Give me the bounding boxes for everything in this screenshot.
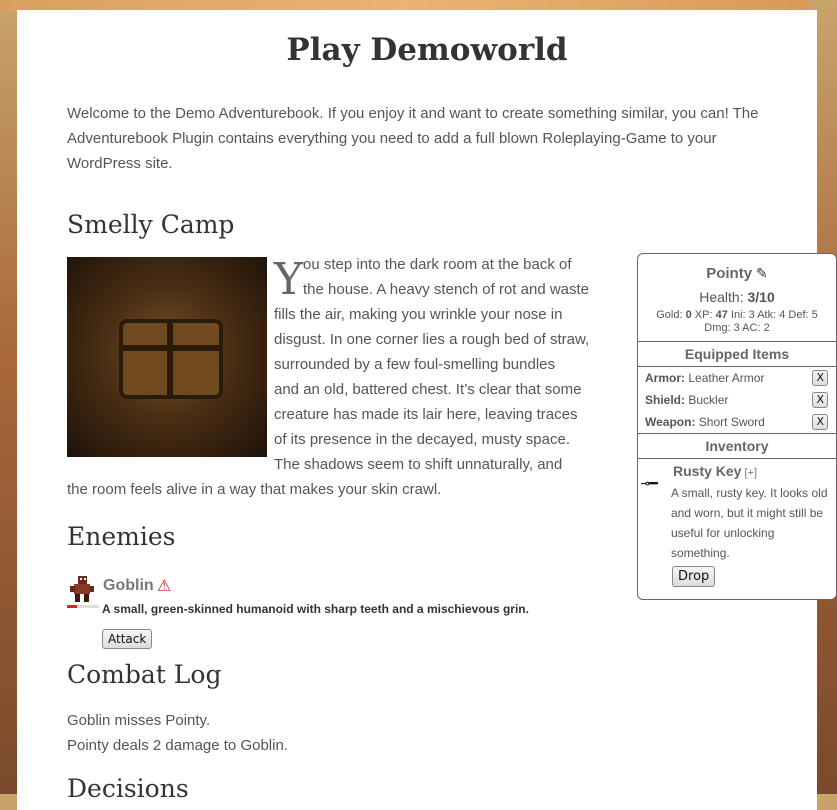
gold-label: Gold:	[656, 309, 683, 321]
scene-line: the house. A heavy stench of rot and waste	[303, 281, 590, 298]
key-icon: ⊸━	[641, 476, 658, 492]
scene-line: fills the air, making you wrinkle your nose in	[274, 306, 563, 323]
inventory-item-name[interactable]: Rusty Key	[673, 463, 742, 479]
expand-toggle[interactable]: [+]	[744, 467, 758, 479]
equipped-weapon	[638, 411, 836, 433]
combat-log-entry: Goblin misses Pointy.	[67, 712, 211, 729]
drop-button[interactable]: Drop	[672, 566, 715, 587]
damage-stats: Dmg: 3 AC: 2	[704, 322, 770, 334]
decisions-title: Decisions	[67, 774, 189, 803]
pencil-icon[interactable]: ✎	[756, 265, 768, 281]
health-label: Health:	[699, 289, 744, 305]
slot-label: Armor:	[645, 371, 686, 385]
character-summary	[638, 254, 836, 335]
equipped-title: Equipped Items	[638, 341, 836, 367]
unequip-weapon-button[interactable]: X	[812, 414, 828, 430]
goblin-icon	[67, 575, 97, 603]
attack-button[interactable]: Attack	[102, 629, 152, 649]
character-stats	[638, 309, 836, 335]
character-name: Pointy	[706, 265, 753, 282]
inventory-item-rusty-key	[638, 459, 836, 589]
intro-line: Welcome to the Demo Adventurebook. If you enjoy it and want to create something similar, you can! The	[67, 105, 759, 122]
item-name: Leather Armor	[688, 371, 765, 385]
enemy-health-bar	[67, 605, 99, 608]
enemy-name: Goblin	[103, 577, 154, 594]
gold-value: 0	[685, 309, 692, 321]
chest-icon	[119, 319, 223, 399]
warning-icon: ⚠	[157, 578, 172, 595]
equipped-shield	[638, 389, 836, 411]
xp-label: XP:	[694, 309, 713, 321]
item-name: Buckler	[688, 393, 729, 407]
combat-log-entry: Pointy deals 2 damage to Goblin.	[67, 737, 288, 754]
character-health	[638, 289, 836, 305]
unequip-shield-button[interactable]: X	[812, 392, 828, 408]
combat-stats: Ini: 3 Atk: 4 Def: 5	[730, 309, 818, 321]
character-panel	[637, 253, 837, 600]
slot-label: Weapon:	[645, 415, 696, 429]
drop-cap: Y	[274, 254, 304, 305]
slot-label: Shield:	[645, 393, 686, 407]
page-sheet	[17, 10, 828, 810]
scene-line: of its presence in the decayed, musty space.	[274, 431, 570, 448]
page-title: Play Demoworld	[286, 32, 568, 68]
scene-line: and an old, battered chest. It’s clear that some	[274, 381, 582, 398]
enemy-description: A small, green-skinned humanoid with sharp teeth and a mischievous grin.	[102, 602, 529, 616]
enemies-title: Enemies	[67, 522, 176, 551]
scene-line: surrounded by a few foul-smelling bundles	[274, 356, 555, 373]
inventory-title: Inventory	[638, 433, 836, 459]
scene-line: the room feels alive in a way that makes your skin crawl.	[67, 481, 442, 498]
equipped-armor	[638, 367, 836, 389]
scene-line: creature has made its lair here, leaving traces	[274, 406, 578, 423]
scene-line: disgust. In one corner lies a rough bed of straw,	[274, 331, 590, 348]
xp-value: 47	[715, 309, 728, 321]
scene-line: The shadows seem to shift unnaturally, and	[274, 456, 563, 473]
item-name: Short Sword	[698, 415, 765, 429]
scene-line: ou step into the dark room at the back of	[303, 256, 572, 273]
intro-line: WordPress site.	[67, 155, 173, 172]
health-value: 3/10	[747, 289, 775, 305]
scene-title: Smelly Camp	[67, 210, 235, 239]
scene-image-chest	[67, 257, 267, 457]
combat-log-title: Combat Log	[67, 660, 222, 689]
intro-line: Adventurebook Plugin contains everything you need to add a full blown Roleplaying-Game to your	[67, 130, 717, 147]
inventory-item-description: A small, rusty key. It looks old and worn, but it might still be useful for unlocking something.	[671, 486, 828, 560]
unequip-armor-button[interactable]: X	[812, 370, 828, 386]
